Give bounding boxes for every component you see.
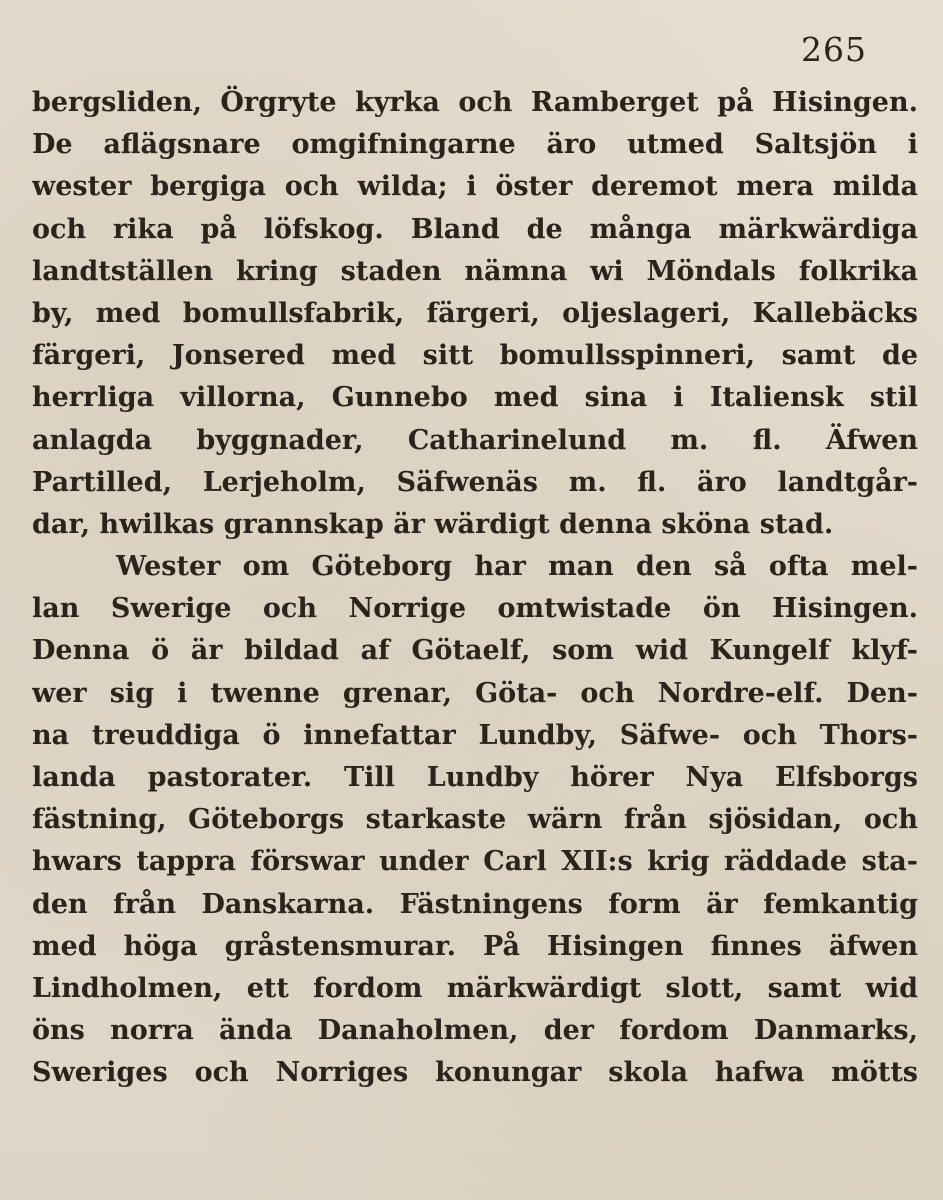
text-line: Sweriges och Norriges konungar skola hafwa mötts — [32, 1057, 918, 1089]
text-line: och rika på löfskog. Bland de många märkwärdiga — [32, 213, 918, 245]
text-line: Wester om Göteborg har man den så ofta mel- — [116, 551, 918, 583]
text-line: färgeri, Jonsered med sitt bomullsspinneri, samt de — [32, 340, 918, 372]
text-line: den från Danskarna. Fästningens form är femkantig — [32, 888, 918, 920]
text-line: bergsliden, Örgryte kyrka och Ramberget på Hisingen. — [32, 87, 918, 118]
text-line: fästning, Göteborgs starkaste wärn från sjösidan, och — [32, 804, 918, 836]
text-line: Lindholmen, ett fordom märkwärdigt slott, samt wid — [32, 972, 918, 1004]
page-number: 265 — [801, 30, 867, 69]
text-line: hwars tappra förswar under Carl XII:s krig räddade sta- — [32, 846, 918, 878]
text-line: öns norra ända Danaholmen, der fordom Danmarks, — [32, 1015, 918, 1047]
text-line: lan Swerige och Norrige omtwistade ön Hisingen. — [32, 593, 918, 625]
text-line: by, med bomullsfabrik, färgeri, oljeslageri, Kallebäcks — [32, 297, 918, 329]
body-text — [32, 82, 918, 1095]
text-line: Partilled, Lerjeholm, Säfwenäs m. fl. äro landtgår- — [32, 466, 918, 498]
text-line: wester bergiga och wilda; i öster deremot mera milda — [32, 171, 918, 203]
text-line: landtställen kring staden nämna wi Möndals folkrika — [32, 255, 918, 287]
text-line: anlagda byggnader, Catharinelund m. fl. Äfwen — [32, 424, 918, 456]
text-line: Denna ö är bildad af Götaelf, som wid Kungelf klyf- — [32, 635, 918, 667]
text-line: herrliga villorna, Gunnebo med sina i Italiensk stil — [32, 382, 918, 414]
text-line: na treuddiga ö innefattar Lundby, Säfwe- och Thors- — [32, 719, 918, 751]
text-line: dar, hwilkas grannskap är wärdigt denna sköna stad. — [32, 508, 834, 540]
text-line: landa pastorater. Till Lundby hörer Nya Elfsborgs — [32, 762, 918, 793]
text-line: wer sig i twenne grenar, Göta- och Nordre-elf. Den- — [32, 677, 918, 709]
text-line: med höga gråstensmurar. På Hisingen finnes äfwen — [32, 930, 918, 962]
text-line: De aflägsnare omgifningarne äro utmed Saltsjön i — [32, 129, 918, 161]
